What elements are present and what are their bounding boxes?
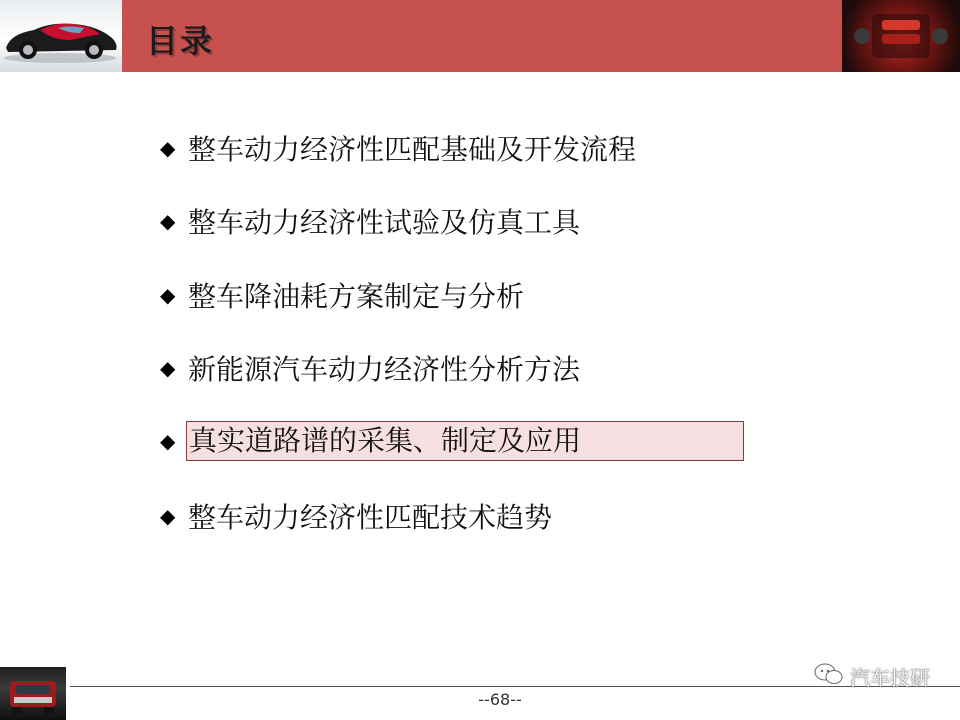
- toc-item-active[interactable]: [160, 421, 744, 461]
- toc-item-label: 整车动力经济性匹配基础及开发流程: [188, 133, 637, 166]
- wechat-icon: [814, 662, 844, 691]
- toc-item-label: 整车动力经济性试验及仿真工具: [188, 206, 581, 239]
- engine-image: [842, 0, 960, 72]
- page-number: --68--: [478, 690, 522, 709]
- watermark-text: 汽车技研: [850, 666, 930, 690]
- sports-car-image: [0, 0, 122, 72]
- toc-item[interactable]: [160, 128, 638, 168]
- toc-item-label: 真实道路谱的采集、制定及应用: [186, 421, 744, 461]
- page-title: 目录: [146, 22, 215, 60]
- diamond-bullet-icon: ◆: [160, 283, 176, 307]
- header-bar: [0, 0, 960, 72]
- toc-item[interactable]: [160, 496, 554, 536]
- diamond-bullet-icon: ◆: [160, 136, 176, 160]
- diamond-bullet-icon: ◆: [160, 504, 176, 528]
- toc-item[interactable]: [160, 348, 582, 388]
- diamond-bullet-icon: ◆: [160, 429, 176, 453]
- watermark: [814, 662, 930, 691]
- toc-item-label: 整车动力经济性匹配技术趋势: [188, 501, 553, 534]
- toc-item-label: 整车降油耗方案制定与分析: [188, 280, 525, 313]
- toc-item-label: 新能源汽车动力经济性分析方法: [188, 353, 581, 386]
- toc-item[interactable]: [160, 275, 526, 315]
- diamond-bullet-icon: ◆: [160, 209, 176, 233]
- diamond-bullet-icon: ◆: [160, 356, 176, 380]
- toc-item[interactable]: [160, 201, 582, 241]
